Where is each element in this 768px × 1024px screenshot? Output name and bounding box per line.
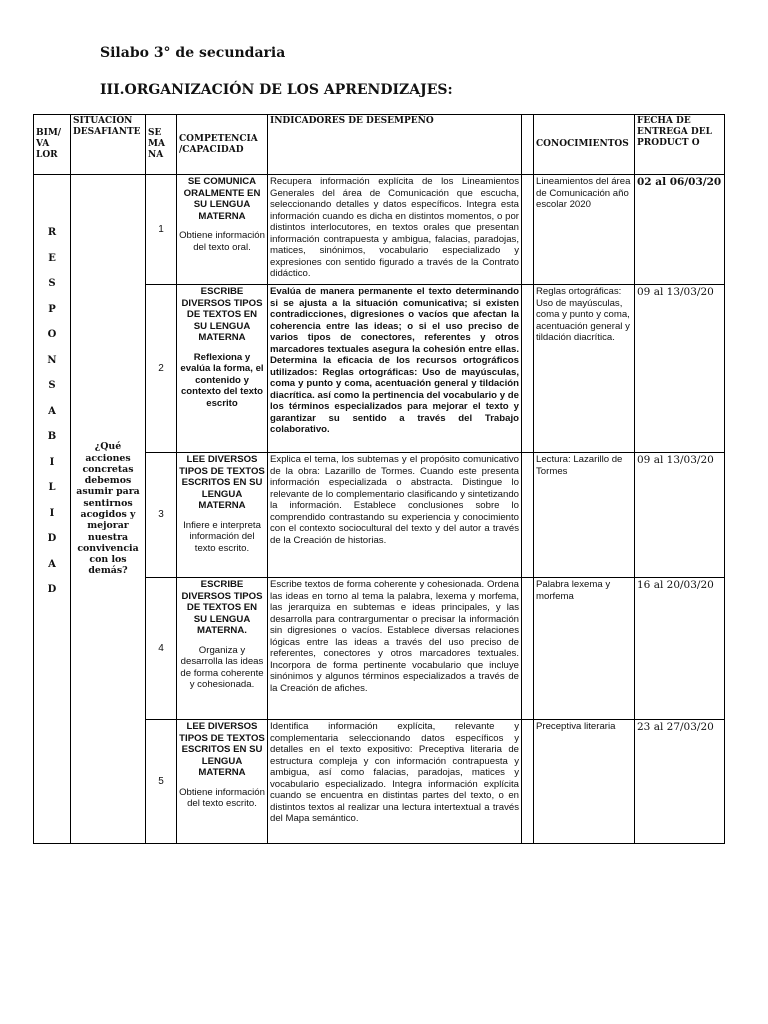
- conocimiento-cell: Preceptiva literaria: [534, 720, 635, 844]
- header-competencia: COMPETENCIA /CAPACIDAD: [177, 115, 268, 175]
- fecha-cell: 23 al 27/03/20: [635, 720, 725, 844]
- spacer-cell: [522, 578, 534, 720]
- spacer-cell: [522, 720, 534, 844]
- valor-letter: N: [47, 354, 57, 366]
- competencia-cell: [177, 578, 268, 720]
- table-header-row: [34, 115, 725, 175]
- valor-letter: A: [48, 558, 56, 570]
- valor-letter: R: [47, 227, 57, 238]
- capacidad-text: Infiere e interpreta información del texto escrito.: [183, 519, 261, 554]
- capacidad-text: Reflexiona y evalúa la forma, el contenido y contexto del texto escrito: [180, 351, 264, 409]
- capacidad-text: Obtiene información del texto oral.: [179, 230, 265, 253]
- header-situacion: SITUACIÓN DESAFIANTE: [71, 115, 146, 175]
- competencia-cell: [177, 285, 268, 453]
- conocimiento-cell: Palabra lexema y morfema: [534, 578, 635, 720]
- semana-cell: 3: [146, 453, 177, 578]
- header-spacer: [522, 115, 534, 175]
- indicador-cell: Recupera información explícita de los Lineamientos Generales del área de Comunicación que escucha, seleccionando detalles y datos específicos. Integra esta información cuando es dicha en distintos momentos, o por distintos interlocutores, en textos orales que presentan información contrapuesta y ambigua, falacias, paradojas, matices, sinónimos, vocabulario especializado y expresiones con sentido figurado a través de la Contrato didáctico.: [268, 175, 522, 285]
- valor-letter: L: [48, 482, 56, 493]
- header-indicadores: INDICADORES DE DESEMPEÑO: [268, 115, 522, 175]
- conocimiento-cell: Lectura: Lazarillo de Tormes: [534, 453, 635, 578]
- competencia-name: LEE DIVERSOS TIPOS DE TEXTOS ESCRITOS EN SU LENGUA MATERNA: [179, 721, 265, 778]
- capacidad-text: Obtiene información del texto escrito.: [179, 786, 265, 809]
- valor-letter: A: [48, 405, 56, 417]
- competencia-name: LEE DIVERSOS TIPOS DE TEXTOS ESCRITOS EN SU LENGUA MATERNA: [179, 454, 265, 511]
- valor-letter: S: [48, 278, 56, 289]
- semana-cell: 4: [146, 578, 177, 720]
- valor-letter: I: [49, 507, 55, 519]
- competencia-cell: [177, 175, 268, 285]
- conocimiento-cell: Lineamientos del área de Comunicación año escolar 2020: [534, 175, 635, 285]
- indicador-cell: Evalúa de manera permanente el texto determinando si se ajusta a la situación comunicativa; si existen contradicciones, digresiones o vacíos que afectan la coherencia entre las ideas; o si el uso preciso de varios tipos de conectores, referentes y otros marcadores textuales asegura la cohesión entre ellas. Determina la eficacia de los recursos ortográficos utilizados: Reglas ortográficas: Uso de mayúsculas, coma y punto y coma, acentuación general y tildación diacrítica. así como la pertinencia del vocabulario y de los términos especializados para mejorar el texto y garantizar su sentido a través del Trabajo colaborativo.: [268, 285, 522, 453]
- spacer-cell: [522, 453, 534, 578]
- competencia-name: ESCRIBE DIVERSOS TIPOS DE TEXTOS EN SU LENGUA MATERNA: [181, 286, 263, 343]
- semana-cell: 5: [146, 720, 177, 844]
- header-fecha: FECHA DE ENTREGA DEL PRODUCT O: [635, 115, 725, 175]
- valor-letter: D: [47, 533, 57, 544]
- valor-letter: D: [47, 584, 57, 595]
- table-row: [34, 175, 725, 285]
- learning-organization-table: [33, 114, 725, 844]
- indicador-cell: Identifica información explícita, relevante y complementaria seleccionando datos específicos y detalles en el texto expositivo: Preceptiva literaria de estructura compleja y con información contrapuesta y ambigua, así como falacias, paradojas, matices y vocabulario especializado. Integra información explícita cuando se encuentra en distintas partes del texto, o en distintos textos al realizar una lectura intertextual a través del Mapa semántico.: [268, 720, 522, 844]
- fecha-cell: 09 al 13/03/20: [635, 453, 725, 578]
- document-title: Silabo 3° de secundaria: [100, 45, 286, 61]
- section-title: III.ORGANIZACIÓN DE LOS APRENDIZAJES:: [100, 82, 453, 98]
- valor-letter: S: [48, 380, 56, 391]
- valor-letter: E: [48, 252, 56, 264]
- indicador-cell: Explica el tema, los subtemas y el propósito comunicativo de la obra: Lazarillo de Tormes. Cuando este presenta información especializada o abstracta. Distingue lo relevante de lo complementario clasificando y sintetizando la información. Establece conclusiones sobre lo comprendido contrastando su experiencia y conocimiento con el contexto sociocultural del texto y del autor a través de la Creación de historias.: [268, 453, 522, 578]
- fecha-cell: 09 al 13/03/20: [635, 285, 725, 453]
- conocimiento-cell: Reglas ortográficas: Uso de mayúsculas, coma y punto y coma, acentuación general y tildación diacrítica.: [534, 285, 635, 453]
- semana-cell: 1: [146, 175, 177, 285]
- competencia-name: SE COMUNICA ORALMENTE EN SU LENGUA MATERNA: [183, 176, 261, 222]
- indicador-cell: Escribe textos de forma coherente y cohesionada. Ordena las ideas en torno al tema la palabra, lexema y morfema, las jerarquiza en subtemas e ideas principales, y las desarrolla para contrargumentar o precisar la información sin digresiones o vacíos. Establece diversas relaciones lógicas entre las ideas a través del uso preciso de referentes, conectores y otros marcadores textuales. Incorpora de forma pertinente vocabulario que incluye sinónimos y algunos términos especializados a través de la Creación de afiches.: [268, 578, 522, 720]
- fecha-cell: 02 al 06/03/20: [635, 175, 725, 285]
- valor-column: [34, 175, 71, 844]
- competencia-cell: [177, 720, 268, 844]
- spacer-cell: [522, 285, 534, 453]
- capacidad-text: Organiza y desarrolla las ideas de forma coherente y cohesionada.: [180, 644, 264, 690]
- situacion-desafiante: ¿Qué acciones concretas debemos asumir para sentirnos acogidos y mejorar nuestra convivencia con los demás?: [71, 175, 146, 844]
- valor-letter: I: [49, 456, 55, 468]
- header-bimvalor: BIM/ VA LOR: [34, 115, 71, 175]
- semana-cell: 2: [146, 285, 177, 453]
- competencia-name: ESCRIBE DIVERSOS TIPOS DE TEXTOS EN SU LENGUA MATERNA.: [181, 579, 263, 636]
- header-semana: SE MA NA: [146, 115, 177, 175]
- competencia-cell: [177, 453, 268, 578]
- valor-letter: B: [47, 431, 57, 442]
- fecha-cell: 16 al 20/03/20: [635, 578, 725, 720]
- valor-letter: O: [47, 329, 57, 340]
- header-conocimientos: CONOCIMIENTOS: [534, 115, 635, 175]
- valor-letter: P: [48, 303, 56, 315]
- spacer-cell: [522, 175, 534, 285]
